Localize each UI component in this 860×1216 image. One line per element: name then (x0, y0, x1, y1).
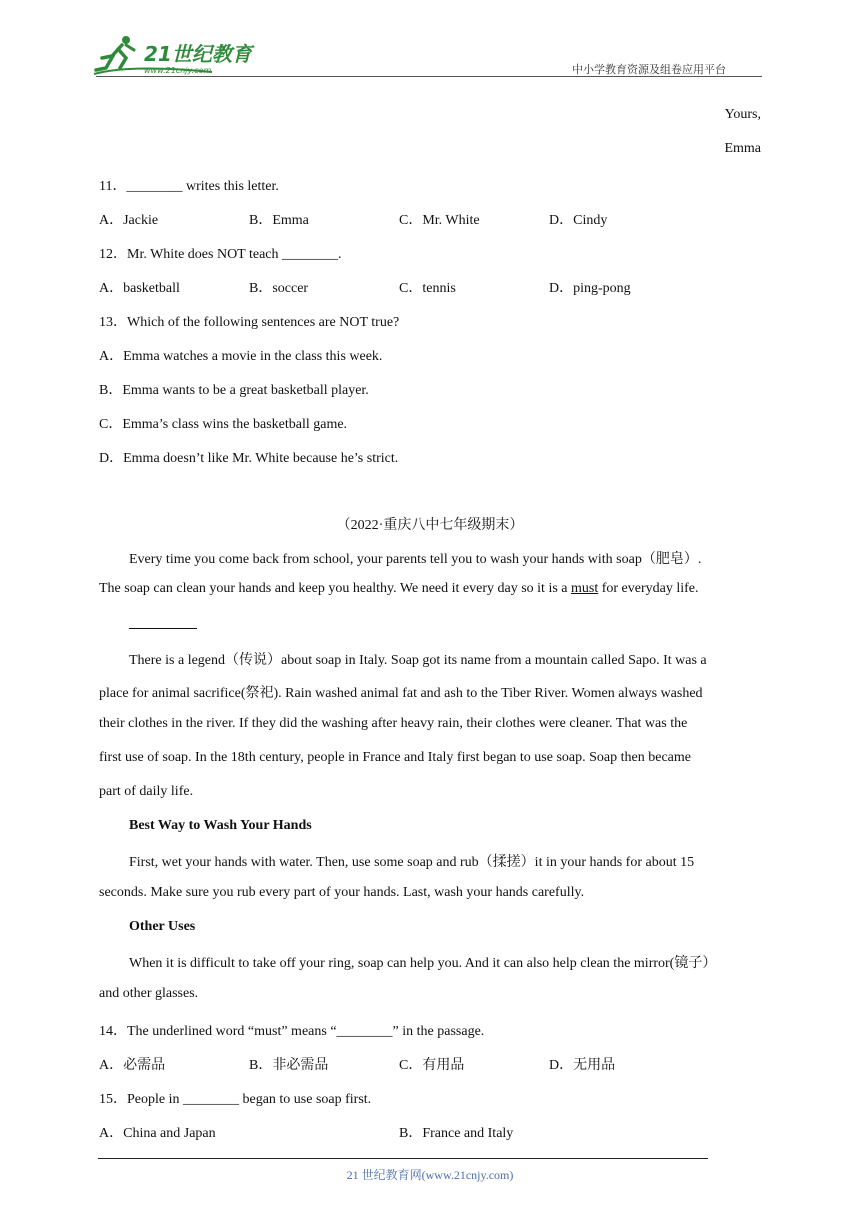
question-13-stem: 13．Which of the following sentences are NOT true? (99, 315, 400, 330)
passage-p2-line4: first use of soap. In the 18th century, people in France and Italy first began to use soap. Soap then became (99, 750, 691, 765)
letter-closing: Yours, (724, 107, 761, 122)
q15-option-a[interactable]: A．China and Japan (99, 1126, 216, 1141)
q12-option-c[interactable]: C．tennis (399, 281, 456, 296)
passage-p2-line5: part of daily life. (99, 784, 194, 799)
site-logo (92, 34, 262, 78)
passage-p3-line2: seconds. Make sure you rub every part of your hands. Last, wash your hands carefully. (99, 885, 585, 900)
q13-option-b[interactable]: B．Emma wants to be a great basketball player. (99, 383, 369, 398)
underlined-word-must: must (571, 581, 599, 596)
question-14-stem: 14．The underlined word “must” means “________” in the passage. (99, 1024, 485, 1039)
q14-option-c[interactable]: C．有用品 (399, 1058, 465, 1073)
passage-p4-line1: When it is difficult to take off your ring, soap can help you. And it can also help clean the mirror(镜子） (129, 956, 717, 971)
passage-p3-line1: First, wet your hands with water. Then, use some soap and rub（揉搓）it in your hands for about 15 (129, 855, 695, 870)
q12-option-d[interactable]: D．ping-pong (549, 281, 631, 296)
p1-line2-pre: The soap can clean your hands and keep you healthy. We need it every day so it is a (99, 581, 571, 596)
q15-option-b[interactable]: B．France and Italy (399, 1126, 514, 1141)
q12-option-b[interactable]: B．soccer (249, 281, 309, 296)
passage-p2-line3: their clothes in the river. If they did the washing after heavy rain, their clothes were cleaner. That was the (99, 716, 688, 731)
q14-option-a[interactable]: A．必需品 (99, 1058, 166, 1073)
q13-option-c[interactable]: C．Emma’s class wins the basketball game. (99, 417, 348, 432)
footer-link[interactable]: 21 世纪教育网(www.21cnjy.com) (346, 1168, 514, 1182)
site-name: 中小学教育资源及组卷应用平台 (572, 63, 726, 76)
question-15-stem: 15．People in ________ began to use soap first. (99, 1092, 372, 1107)
q11-option-a[interactable]: A．Jackie (99, 213, 159, 228)
question-12-stem: 12．Mr. White does NOT teach ________. (99, 247, 342, 262)
question-11-stem: 11．________ writes this letter. (99, 179, 279, 194)
header-divider (96, 76, 762, 77)
passage-p2-line2: place for animal sacrifice(祭祀). Rain washed animal fat and ash to the Tiber River. Women always washed (99, 686, 703, 701)
heading-other-uses: Other Uses (129, 919, 196, 934)
passage-p1-line2 (99, 581, 699, 597)
letter-signature: Emma (724, 141, 761, 156)
q11-option-b[interactable]: B．Emma (249, 213, 309, 228)
heading-best-way: Best Way to Wash Your Hands (129, 818, 312, 833)
passage-p1-line1: Every time you come back from school, your parents tell you to wash your hands with soap（肥皂）. (129, 552, 702, 567)
q14-option-d[interactable]: D．无用品 (549, 1058, 616, 1073)
passage-p4-line2: and other glasses. (99, 986, 199, 1001)
logo-url-text: www.21cnjy.com (144, 66, 212, 75)
q13-option-a[interactable]: A．Emma watches a movie in the class this week. (99, 349, 383, 364)
footer-divider (98, 1158, 708, 1159)
q11-option-c[interactable]: C．Mr. White (399, 213, 480, 228)
q11-option-d[interactable]: D．Cindy (549, 213, 608, 228)
logo-main-text: 21世纪教育 (144, 42, 252, 66)
q13-option-d[interactable]: D．Emma doesn’t like Mr. White because he’s strict. (99, 451, 399, 466)
q14-option-b[interactable]: B．非必需品 (249, 1058, 329, 1073)
passage-p2-line1: There is a legend（传说）about soap in Italy. Soap got its name from a mountain called Sapo. It was a (129, 653, 707, 668)
passage-source: （2022·重庆八中七年级期末） (336, 518, 524, 533)
q12-option-a[interactable]: A．basketball (99, 281, 180, 296)
passage-blank[interactable] (129, 616, 197, 634)
p1-line2-post: for everyday life. (598, 581, 699, 596)
